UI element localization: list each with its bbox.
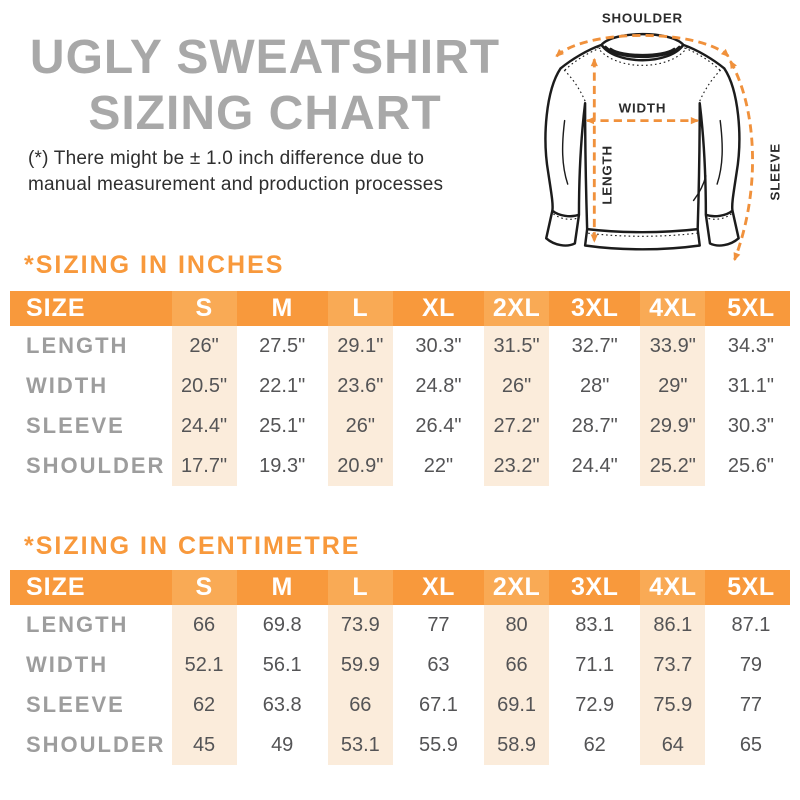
cm-table-header-row [10,570,790,605]
disclaimer-line1: (*) There might be ± 1.0 inch difference due to [28,148,425,169]
size-value-cell: 27.5" [259,335,306,357]
size-value-cell: 72.9 [575,694,615,716]
page-title-line2: SIZING CHART [88,87,442,140]
inches-table-body [10,326,790,486]
size-value-cell: 26" [165,326,243,366]
size-value-cell: 87.1 [731,614,771,636]
size-value-cell: 49 [271,734,294,756]
row-label: SLEEVE [26,413,125,438]
size-value-cell: 33.9" [634,326,712,366]
size-value-cell: 77 [427,614,450,636]
size-value-cell: 66 [321,685,399,725]
column-header-l: L [321,291,399,326]
inches-size-table [10,291,790,486]
size-value-cell: 23.6" [321,366,399,406]
size-value-cell: 19.3" [259,455,306,477]
column-header-xl: XL [421,294,455,322]
size-value-cell: 29.1" [321,326,399,366]
column-header-s: S [165,570,243,605]
size-value-cell: 25.1" [259,415,306,437]
column-header-4xl: 4XL [634,291,712,326]
size-value-cell: 69.8 [262,614,302,636]
cm-size-table [10,570,790,765]
size-value-cell: 65 [739,734,763,756]
size-value-cell: 28.7" [571,415,618,437]
table-row-width [10,366,790,406]
row-label: LENGTH [26,612,129,637]
table-row-shoulder [10,725,790,765]
size-value-cell: 20.5" [165,366,243,406]
size-value-cell: 25.2" [634,446,712,486]
size-value-cell: 83.1 [575,614,615,636]
size-value-cell: 56.1 [262,654,302,676]
cm-table-body [10,605,790,765]
table-row-length [10,326,790,366]
size-value-cell: 62 [165,685,243,725]
size-value-cell: 25.6" [727,455,774,477]
size-value-cell: 53.1 [321,725,399,765]
size-value-cell: 31.5" [478,326,556,366]
row-label: LENGTH [26,333,129,358]
width-label: WIDTH [618,100,667,116]
table-row-width [10,645,790,685]
size-value-cell: 66 [478,645,556,685]
size-value-cell: 29" [634,366,712,406]
size-value-cell: 59.9 [321,645,399,685]
size-value-cell: 63.8 [262,694,302,716]
row-label: SHOULDER [26,732,166,757]
column-header-m: M [271,573,293,601]
size-value-cell: 75.9 [634,685,712,725]
column-header-4xl: 4XL [634,570,712,605]
size-value-cell: 27.2" [478,406,556,446]
inches-section-heading: *SIZING IN INCHES [24,251,285,279]
shoulder-label: SHOULDER [601,10,683,26]
size-value-cell: 55.9 [418,734,458,756]
size-value-cell: 20.9" [321,446,399,486]
size-value-cell: 80 [478,605,556,645]
size-value-cell: 34.3" [727,335,774,357]
column-header-3xl: 3XL [571,294,619,322]
size-column-header: SIZE [26,573,86,601]
size-value-cell: 62 [583,734,606,756]
column-header-s: S [165,291,243,326]
row-label: WIDTH [26,373,109,398]
size-value-cell: 71.1 [575,654,615,676]
page-title-line1: UGLY SWEATSHIRT [29,31,501,84]
sweatshirt-measurement-diagram [540,6,796,268]
size-value-cell: 24.4" [165,406,243,446]
sweatshirt-body-path [545,34,739,249]
size-value-cell: 64 [634,725,712,765]
size-column-header: SIZE [26,294,86,322]
size-value-cell: 24.4" [571,455,618,477]
size-value-cell: 31.1" [727,375,774,397]
cm-section-heading: *SIZING IN CENTIMETRE [24,532,361,560]
row-label: SLEEVE [26,692,125,717]
sweatshirt-outline [545,34,739,249]
table-row-shoulder [10,446,790,486]
size-value-cell: 26" [478,366,556,406]
size-value-cell: 17.7" [165,446,243,486]
size-value-cell: 26.4" [415,415,462,437]
size-value-cell: 23.2" [478,446,556,486]
size-value-cell: 86.1 [634,605,712,645]
column-header-5xl: 5XL [727,573,775,601]
size-value-cell: 22" [423,455,454,477]
column-header-m: M [271,294,293,322]
row-label: SHOULDER [26,453,166,478]
size-value-cell: 69.1 [478,685,556,725]
size-value-cell: 66 [165,605,243,645]
size-value-cell: 52.1 [165,645,243,685]
size-value-cell: 77 [739,694,763,716]
column-header-3xl: 3XL [571,573,619,601]
size-value-cell: 30.3" [415,335,462,357]
column-header-l: L [321,570,399,605]
page-title [15,30,515,142]
column-header-xl: XL [421,573,455,601]
size-value-cell: 24.8" [415,375,462,397]
table-row-length [10,605,790,645]
size-value-cell: 32.7" [571,335,618,357]
table-row-sleeve [10,406,790,446]
table-row-sleeve [10,685,790,725]
size-value-cell: 73.7 [634,645,712,685]
size-value-cell: 29.9" [634,406,712,446]
column-header-5xl: 5XL [727,294,775,322]
size-value-cell: 30.3" [727,415,774,437]
size-value-cell: 45 [165,725,243,765]
size-value-cell: 28" [580,375,610,397]
sleeve-label: SLEEVE [767,143,783,201]
row-label: WIDTH [26,652,109,677]
column-header-2xl: 2XL [478,570,556,605]
size-value-cell: 22.1" [259,375,306,397]
disclaimer-line2: manual measurement and production processes [28,174,444,195]
size-value-cell: 63 [427,654,450,676]
size-value-cell: 73.9 [321,605,399,645]
size-value-cell: 26" [321,406,399,446]
size-value-cell: 79 [739,654,763,676]
length-label: LENGTH [599,145,615,205]
size-value-cell: 67.1 [418,694,458,716]
column-header-2xl: 2XL [478,291,556,326]
size-value-cell: 58.9 [478,725,556,765]
disclaimer-text [28,146,538,198]
inches-table-header-row [10,291,790,326]
